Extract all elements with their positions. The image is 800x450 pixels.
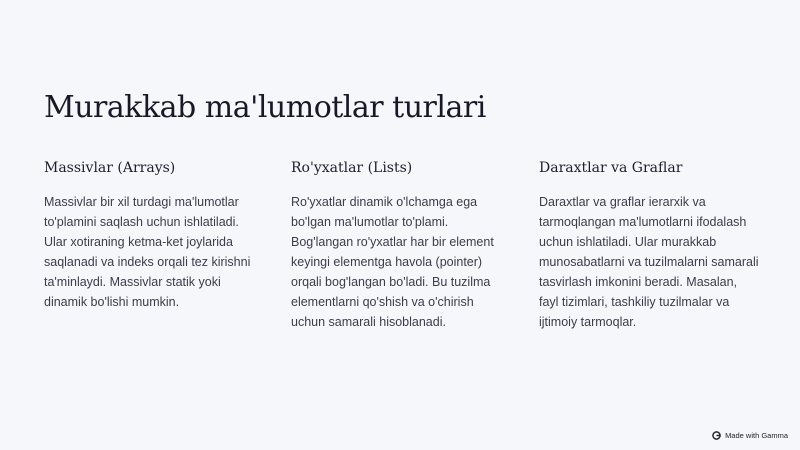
column-body: Daraxtlar va graflar ierarxik va tarmoqlangan ma'lumotlarni ifodalash uchun ishlatiladi. Ular murakkab munosabatlarni va tuzilmalarni samarali tasvirlash imkonini beradi. Masalan, fayl tizimlari, tashkiliy tuzilmalar va ijtimoiy tarmoqlar. — [539, 195, 759, 329]
slide-title: Murakkab ma'lumotlar turlari — [44, 90, 486, 125]
column-arrays — [44, 160, 264, 312]
column-trees-graphs — [539, 160, 759, 332]
column-heading: Daraxtlar va Graflar — [539, 160, 683, 176]
column-body: Ro'yxatlar dinamik o'lchamga ega bo'lgan ma'lumotlar to'plami. Bog'langan ro'yxatlar har bir element keyingi elementga havola (pointer) orqali bog'langan bo'ladi. Bu tuzilma elementlarni qo'shish va o'chirish uchun samarali hisoblanadi. — [291, 195, 494, 329]
made-with-gamma-badge[interactable] — [712, 431, 788, 440]
gamma-logo-icon — [712, 431, 721, 440]
column-heading: Ro'yxatlar (Lists) — [291, 160, 413, 176]
column-heading: Massivlar (Arrays) — [44, 160, 176, 176]
column-lists — [291, 160, 511, 332]
badge-label: Made with Gamma — [725, 431, 788, 440]
column-body: Massivlar bir xil turdagi ma'lumotlar to'plamini saqlash uchun ishlatiladi. Ular xotiraning ketma-ket joylarida saqlanadi va indeks orqali tez kirishni ta'minlaydi. Massivlar statik yoki dinamik bo'lishi mumkin. — [44, 195, 251, 309]
